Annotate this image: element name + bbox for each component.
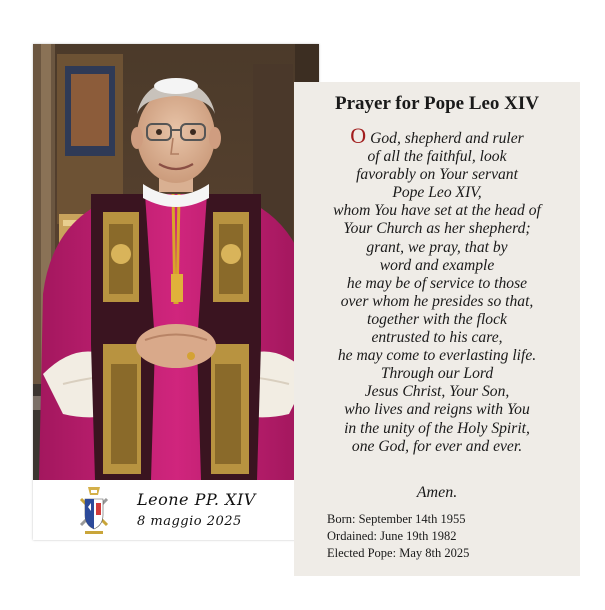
prayer-line: Jesus Christ, Your Son, — [364, 383, 510, 401]
prayer-line: together with the flock — [367, 310, 507, 328]
prayer-line: one God, for ever and ever. — [351, 437, 523, 455]
prayer-line: who lives and reigns with You — [344, 401, 530, 419]
prayer-line: O God, shepherd and ruler — [350, 123, 524, 148]
prayer-line: whom You have set at the head of — [333, 202, 541, 220]
papal-signature: Leone PP. XIV — [137, 490, 256, 509]
prayer-line: in the unity of the Holy Spirit, — [344, 419, 530, 437]
card-front-footer — [33, 480, 319, 540]
biographical-details — [327, 511, 469, 562]
signature-date: 8 maggio 2025 — [137, 514, 242, 529]
prayer-line: entrusted to his care, — [371, 329, 503, 347]
pope-portrait-photo — [33, 44, 319, 480]
holy-card-front — [33, 44, 319, 540]
drop-cap: O — [350, 123, 367, 148]
prayer-text — [294, 123, 580, 456]
ordination-date: Ordained: June 19th 1982 — [327, 529, 457, 543]
prayer-line: Your Church as her shepherd; — [343, 220, 531, 238]
papal-coat-of-arms-icon — [77, 485, 111, 537]
prayer-line: word and example — [379, 256, 495, 274]
prayer-line: over whom he presides so that, — [340, 292, 534, 310]
prayer-line: Pope Leo XIV, — [392, 184, 482, 202]
prayer-line: grant, we pray, that by — [366, 238, 508, 256]
prayer-line: favorably on Your servant — [356, 166, 518, 184]
prayer-line: Through our Lord — [380, 365, 494, 383]
birth-date: Born: September 14th 1955 — [327, 512, 466, 526]
prayer-line: of all the faithful, look — [367, 148, 507, 166]
amen-line: Amen. — [416, 484, 458, 501]
prayer-line: he may be of service to those — [346, 274, 528, 292]
prayer-title: Prayer for Pope Leo XIV — [334, 93, 540, 114]
election-date: Elected Pope: May 8th 2025 — [327, 546, 470, 560]
prayer-line: he may come to everlasting life. — [337, 347, 537, 365]
holy-card-back — [294, 82, 580, 576]
